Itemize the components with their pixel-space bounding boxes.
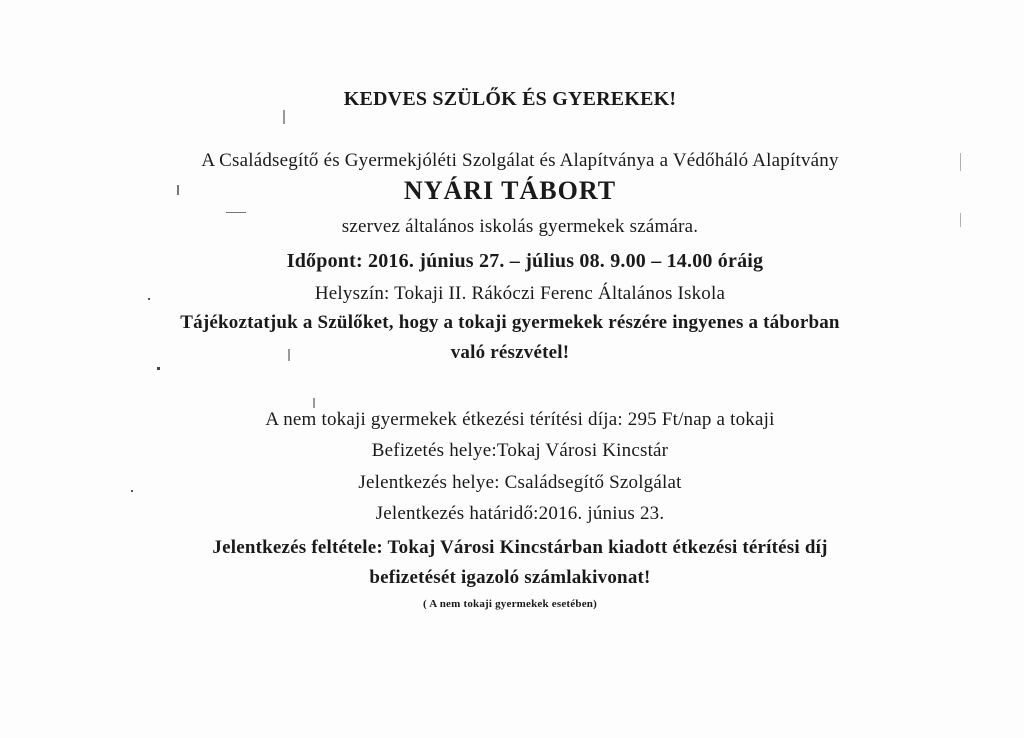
registration-condition-line-1: Jelentkezés feltétele: Tokaj Városi Kincstárban kiadott étkezési térítési díj <box>212 537 828 558</box>
scan-artifact <box>131 490 133 492</box>
free-participation-line-1: Tájékoztatjuk a Szülőket, hogy a tokaji gyermekek részére ingyenes a táborban <box>180 312 840 333</box>
registration-condition-line-2: befizetését igazoló számlakivonat! <box>369 567 651 588</box>
scan-artifact <box>177 185 179 195</box>
organizer-line: A Családsegítő és Gyermekjóléti Szolgálat és Alapítványa a Védőháló Alapítvány <box>201 150 839 171</box>
scan-artifact <box>226 212 246 213</box>
location-line: Helyszín: Tokaji II. Rákóczi Ferenc Általános Iskola <box>314 283 726 304</box>
payment-place-line: Befizetés helye:Tokaj Városi Kincstár <box>371 440 669 461</box>
scan-artifact <box>288 349 290 361</box>
scan-artifact <box>148 298 150 300</box>
free-participation-line-2: való részvétel! <box>450 342 570 363</box>
scan-artifact <box>960 213 961 227</box>
camp-title: NYÁRI TÁBORT <box>403 176 617 205</box>
scan-artifact <box>283 110 285 124</box>
meal-fee-line: A nem tokaji gyermekek étkezési térítési díja: 295 Ft/nap a tokaji <box>265 409 775 430</box>
condition-note: ( A nem tokaji gyermekek esetében) <box>423 598 597 610</box>
scan-artifact <box>157 367 160 370</box>
date-time-line: Időpont: 2016. június 27. – július 08. 9.00 – 14.00 óráig <box>286 250 764 272</box>
document-heading: KEDVES SZÜLŐK ÉS GYEREKEK! <box>343 88 677 110</box>
scan-artifact <box>313 398 315 408</box>
registration-deadline-line: Jelentkezés határidő:2016. június 23. <box>375 503 665 524</box>
audience-line: szervez általános iskolás gyermekek számára. <box>341 216 699 237</box>
registration-place-line: Jelentkezés helye: Családsegítő Szolgálat <box>358 472 682 493</box>
scan-artifact <box>960 153 961 171</box>
